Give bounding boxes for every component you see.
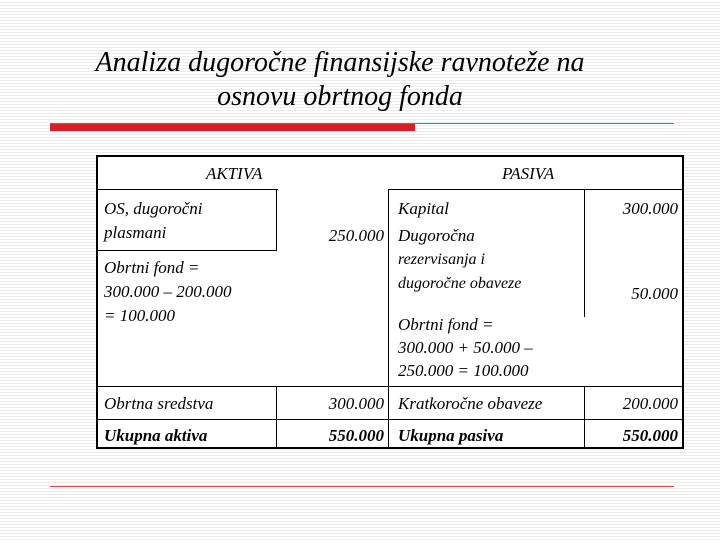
header-divider-left xyxy=(98,189,278,190)
pasiva-kratko-value: 200.000 xyxy=(622,394,678,413)
aktiva-os-label xyxy=(104,197,203,245)
aktiva-col-divider-2 xyxy=(276,386,277,449)
header-aktiva: AKTIVA xyxy=(206,164,263,183)
pasiva-kratko-label: Kratkoročne obaveze xyxy=(398,394,543,413)
aktiva-obrtna-label: Obrtna sredstva xyxy=(104,394,214,413)
pasiva-dug-line1: Dugoročna xyxy=(398,226,475,245)
balance-table xyxy=(96,155,684,449)
pasiva-fond-line2: 300.000 + 50.000 – xyxy=(398,338,533,357)
aktiva-fond-line1: Obrtni fond = xyxy=(104,258,200,277)
slide-title xyxy=(40,46,640,114)
aktiva-divider-1 xyxy=(98,250,276,251)
aktiva-fond-line3: = 100.000 xyxy=(104,306,175,325)
bottom-divider xyxy=(50,486,674,487)
aktiva-fond-line2: 300.000 – 200.000 xyxy=(104,282,232,301)
aktiva-os-line2: plasmani xyxy=(104,223,167,242)
aktiva-obrtna-value: 300.000 xyxy=(328,394,384,413)
pasiva-dug-line2: rezervisanja i xyxy=(398,251,485,268)
pasiva-total-label: Ukupna pasiva xyxy=(398,426,504,445)
pasiva-kapital-value: 300.000 xyxy=(622,199,678,218)
pasiva-kapital-label: Kapital xyxy=(398,199,450,218)
row-divider-total xyxy=(98,419,684,420)
title-line-1: Analiza dugoročne finansijske ravnoteže na xyxy=(95,47,585,78)
middle-divider xyxy=(388,189,389,449)
pasiva-dug-rest xyxy=(398,248,521,296)
pasiva-col-divider-1 xyxy=(584,189,585,317)
pasiva-total-value: 550.000 xyxy=(622,426,678,445)
pasiva-col-divider-2 xyxy=(584,386,585,449)
aktiva-os-value: 250.000 xyxy=(328,226,384,245)
pasiva-fond-line1: Obrtni fond = xyxy=(398,315,494,334)
pasiva-dug-line3: dugoročne obaveze xyxy=(398,275,522,292)
aktiva-fond-label xyxy=(104,256,232,328)
row-divider-obrtna xyxy=(98,386,684,387)
title-line-2: osnovu obrtnog fonda xyxy=(217,81,463,112)
accent-bar xyxy=(50,124,415,131)
aktiva-os-line1: OS, dugoročni xyxy=(104,199,203,218)
pasiva-fond-line3: 250.000 = 100.000 xyxy=(398,361,529,380)
aktiva-col-divider-1 xyxy=(276,189,277,251)
aktiva-total-value: 550.000 xyxy=(328,426,384,445)
header-pasiva: PASIVA xyxy=(502,164,555,183)
pasiva-dug-value: 50.000 xyxy=(631,284,678,303)
header-divider-right xyxy=(388,189,684,190)
pasiva-fond-label xyxy=(398,313,533,382)
aktiva-total-label: Ukupna aktiva xyxy=(104,426,208,445)
